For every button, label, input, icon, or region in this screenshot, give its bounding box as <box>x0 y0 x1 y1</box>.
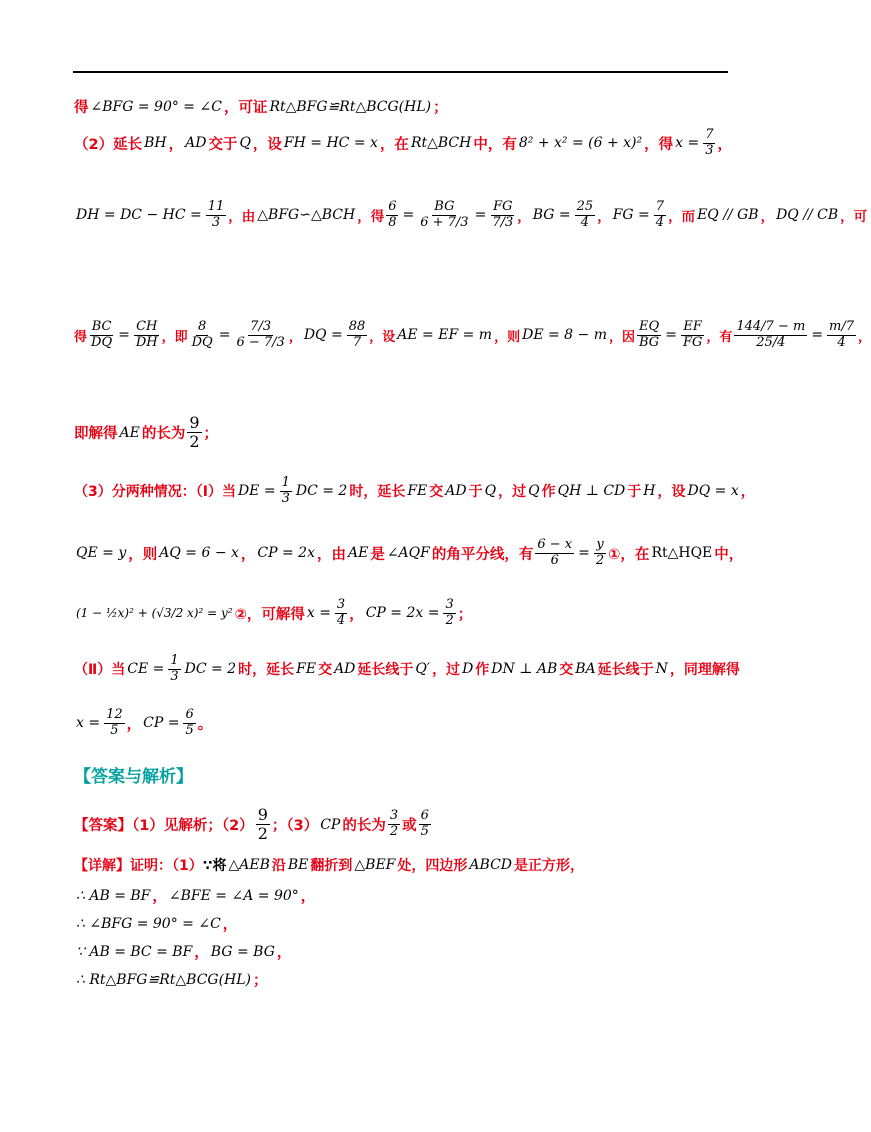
fraction: $\frac{25}{4}$ <box>576 199 594 230</box>
math-expr: CP = <box>143 715 180 732</box>
math-expr: = <box>811 327 824 344</box>
fraction: $\frac{6}{5}$ <box>185 707 194 738</box>
math-expr: D <box>462 661 474 678</box>
math-expr: DQ = <box>303 327 343 344</box>
math-expr: H <box>643 483 656 500</box>
math-expr: AE <box>347 545 369 562</box>
math-expr: DC = 2 <box>184 661 237 678</box>
fraction: $\frac{7}{3}$ <box>705 127 714 158</box>
math-expr: BG = BG <box>210 943 275 960</box>
text: ， <box>194 945 209 961</box>
fraction: $\frac{BC}{DQ}$ <box>91 319 113 350</box>
math-expr: DH = DC − HC = <box>76 207 202 224</box>
answer-line <box>74 806 433 844</box>
text: （3）分两种情况：（Ⅰ）当 <box>74 484 236 501</box>
text: 交 <box>318 662 333 679</box>
detail-line-3 <box>74 913 237 934</box>
fraction: $\frac{m/7}{4}$ <box>829 319 855 350</box>
text: ， <box>760 209 775 226</box>
text: （2）延长 <box>74 136 143 153</box>
text: 沿 <box>271 858 286 874</box>
fraction: $\frac{y}{2}$ <box>595 537 605 568</box>
fraction: $\frac{FG}{7/3}$ <box>492 199 514 230</box>
text: ，在 <box>379 136 409 153</box>
text: ， <box>240 546 256 563</box>
math-expr: DQ // CB <box>776 207 839 224</box>
fraction: $\frac{1}{3}$ <box>170 653 179 684</box>
math-expr: ∴ AB = BF <box>76 887 151 904</box>
math-expr: CE = <box>127 661 165 678</box>
math-expr: FG = <box>612 207 650 224</box>
math-expr: DE = 8 − m <box>522 327 607 344</box>
text: ，即 <box>161 329 188 345</box>
fraction: $\frac{11}{3}$ <box>207 199 225 230</box>
text: 或 <box>402 818 417 835</box>
fraction: $\frac{EQ}{BG}$ <box>639 319 660 350</box>
fraction: $\frac{6}{8}$ <box>388 199 397 230</box>
text: 于 <box>627 484 642 501</box>
math-expr: 8² + x² = (6 + x)² <box>518 135 643 152</box>
text: ，而 <box>668 209 696 226</box>
math-expr: x = <box>306 605 331 622</box>
math-expr: ∠BFG = 90° = ∠C <box>90 98 222 115</box>
math-expr: FE <box>296 661 317 678</box>
text-line-1 <box>74 96 448 117</box>
fraction: $\frac{BG}{6 + 7/3}$ <box>420 199 469 230</box>
text: ， <box>858 329 871 345</box>
math-expr: AD <box>445 483 467 500</box>
text-line-8 <box>74 598 472 629</box>
fraction: $\frac{3}{2}$ <box>445 597 454 628</box>
text: ，则 <box>494 329 521 345</box>
fraction: $\frac{144/7 - m}{25/4}$ <box>736 319 806 350</box>
math-expr: Rt△HQE <box>651 545 713 562</box>
text-line-2 <box>74 128 732 159</box>
text: ；（3） <box>271 818 319 835</box>
text: ∵将 <box>202 858 227 874</box>
math-expr: BG = <box>532 207 571 224</box>
text: 即解得 <box>74 426 118 443</box>
math-expr: Q <box>484 483 497 500</box>
math-expr: x = <box>76 715 101 732</box>
math-expr: AD <box>334 661 356 678</box>
math-expr: (1 − ½x)² + (√3/2 x)² = y² <box>76 606 233 621</box>
math-expr: AE <box>119 424 140 441</box>
math-expr: = <box>218 327 231 344</box>
detail-line-4 <box>74 941 291 962</box>
text: 是正方形， <box>514 858 585 874</box>
text: ， <box>717 136 732 153</box>
text: 。 <box>197 716 213 733</box>
text: ，设 <box>369 329 396 345</box>
text-line-9 <box>74 654 740 685</box>
math-expr: DN ⊥ AB <box>491 661 558 678</box>
text: ， <box>276 945 292 961</box>
fraction: $\frac{9}{2}$ <box>257 805 268 844</box>
math-expr: = <box>118 327 130 344</box>
text: 是 <box>370 546 385 563</box>
text: 翻折到 <box>310 858 353 874</box>
text-line-7 <box>74 538 743 569</box>
text: ，有 <box>706 329 733 345</box>
text: ，得 <box>357 209 385 226</box>
math-expr: = <box>402 207 415 224</box>
math-expr: N <box>655 661 668 678</box>
text: 延长线于 <box>597 662 654 679</box>
math-expr: CP = 2x = <box>365 605 440 622</box>
text: 【详解】证明：（1） <box>74 858 203 874</box>
text: 的长为 <box>342 818 386 835</box>
text: 时，延长 <box>349 484 406 501</box>
text: ，过 <box>498 484 527 501</box>
text: 于 <box>468 484 483 501</box>
math-expr: QE = y <box>76 545 127 562</box>
math-expr: CP = 2x <box>257 545 315 562</box>
text: ； <box>433 100 448 116</box>
text-line-4 <box>74 320 871 351</box>
text: 得 <box>74 100 89 116</box>
math-expr: BH <box>144 135 167 152</box>
text: ， <box>597 209 611 226</box>
text: ； <box>457 606 473 623</box>
fraction: $\frac{3}{4}$ <box>336 597 346 628</box>
text: ； <box>253 973 268 989</box>
math-expr: AD <box>185 135 207 152</box>
math-expr: ∴ ∠BFG = 90° = ∠C <box>76 915 221 932</box>
fraction: $\frac{12}{5}$ <box>106 707 123 738</box>
text: ，过 <box>432 662 461 679</box>
math-expr: QH ⊥ CD <box>557 483 626 500</box>
text: 处，四边形 <box>397 858 468 874</box>
math-expr: = <box>474 207 487 224</box>
math-expr: BE <box>287 857 309 873</box>
math-expr: Q <box>239 135 251 152</box>
text: 延长线于 <box>357 662 414 679</box>
detail-line-5 <box>74 969 268 990</box>
text: ，则 <box>128 546 158 563</box>
text: 【答案】（1）见解析；（2） <box>74 818 254 835</box>
text-line-6 <box>74 476 755 507</box>
text: ， <box>300 889 316 905</box>
math-expr: DC = 2 <box>295 483 348 500</box>
math-expr: ∵ AB = BC = BF <box>76 943 193 960</box>
math-expr: EQ // GB <box>697 207 759 224</box>
fraction: $\frac{9}{2}$ <box>189 413 200 452</box>
text: 交 <box>429 484 444 501</box>
fraction: $\frac{CH}{DH}$ <box>135 319 158 350</box>
fraction: $\frac{EF}{FG}$ <box>682 319 703 350</box>
text: ，可证 <box>223 100 268 116</box>
text: 交 <box>559 662 574 679</box>
math-expr: AQ = 6 − x <box>159 545 239 562</box>
text: 中， <box>714 546 744 563</box>
text-line-10 <box>74 708 212 739</box>
math-expr: x = <box>675 135 700 152</box>
math-expr: FE <box>407 483 428 500</box>
header-rule <box>73 71 728 73</box>
section-heading: 【答案与解析】 <box>74 767 193 787</box>
text: ， <box>152 889 167 905</box>
text: ，同理解得 <box>669 662 740 679</box>
text: （Ⅱ）当 <box>74 662 126 679</box>
math-expr: = <box>578 545 590 562</box>
text: ②，可解得 <box>234 606 305 623</box>
text: ，由 <box>316 546 346 563</box>
math-expr: △BEF <box>354 857 396 873</box>
text: ， <box>288 329 302 345</box>
text: ，可 <box>840 209 868 226</box>
math-expr: ∠BFE = ∠A = 90° <box>168 887 299 904</box>
fraction: $\frac{6 - x}{6}$ <box>537 537 573 568</box>
math-expr: Rt△BFG≌Rt△BCG(HL) <box>269 98 432 115</box>
math-expr: FH = HC = x <box>283 135 378 152</box>
text: ， <box>740 484 755 501</box>
fraction: $\frac{3}{2}$ <box>389 808 399 840</box>
fraction: $\frac{8}{DQ}$ <box>191 319 213 350</box>
text: 交于 <box>208 136 238 153</box>
fraction: $\frac{6}{5}$ <box>420 808 429 840</box>
text: ，设 <box>657 484 686 501</box>
text: ，得 <box>644 136 674 153</box>
fraction: $\frac{88}{7}$ <box>348 319 366 350</box>
fraction: $\frac{7}{4}$ <box>655 199 665 230</box>
math-expr: △BFG∽△BCH <box>257 207 356 224</box>
text: 的角平分线，有 <box>431 546 534 563</box>
text-line-3 <box>74 200 867 231</box>
fraction: $\frac{1}{3}$ <box>281 475 290 506</box>
text: ， <box>349 606 364 623</box>
text: 时，延长 <box>238 662 295 679</box>
fraction: $\frac{7/3}{6 - 7/3}$ <box>236 319 285 350</box>
text: 的长为 <box>141 426 186 443</box>
math-expr: Q <box>528 483 540 500</box>
text: ； <box>203 426 219 443</box>
text: ，设 <box>252 136 282 153</box>
detail-line-2 <box>74 885 315 906</box>
text-line-5 <box>74 414 218 452</box>
math-expr: ABCD <box>469 857 513 873</box>
math-expr: AE = EF = m <box>397 327 493 344</box>
math-expr: ∴ Rt△BFG≌Rt△BCG(HL) <box>76 971 252 988</box>
math-expr: Q′ <box>415 661 431 678</box>
detail-line-1 <box>74 855 584 875</box>
text: ， <box>517 209 531 226</box>
text: 得 <box>74 329 88 345</box>
text: 中，有 <box>473 136 517 153</box>
text: ，因 <box>609 329 636 345</box>
math-expr: DE = <box>237 483 276 500</box>
math-expr: △AEB <box>228 857 270 873</box>
math-expr: DQ = x <box>687 483 739 500</box>
text: 作 <box>475 662 490 679</box>
text: ， <box>222 917 238 933</box>
math-expr: Rt△BCH <box>410 135 472 152</box>
math-expr: BA <box>575 661 596 678</box>
text: ， <box>126 716 142 733</box>
math-expr: CP <box>320 816 341 833</box>
text: 作 <box>541 484 556 501</box>
math-expr: ∠AQF <box>386 545 430 562</box>
text: ，由 <box>228 209 256 226</box>
text: ①，在 <box>608 546 650 563</box>
math-expr: = <box>665 327 677 344</box>
text: ， <box>168 136 184 153</box>
